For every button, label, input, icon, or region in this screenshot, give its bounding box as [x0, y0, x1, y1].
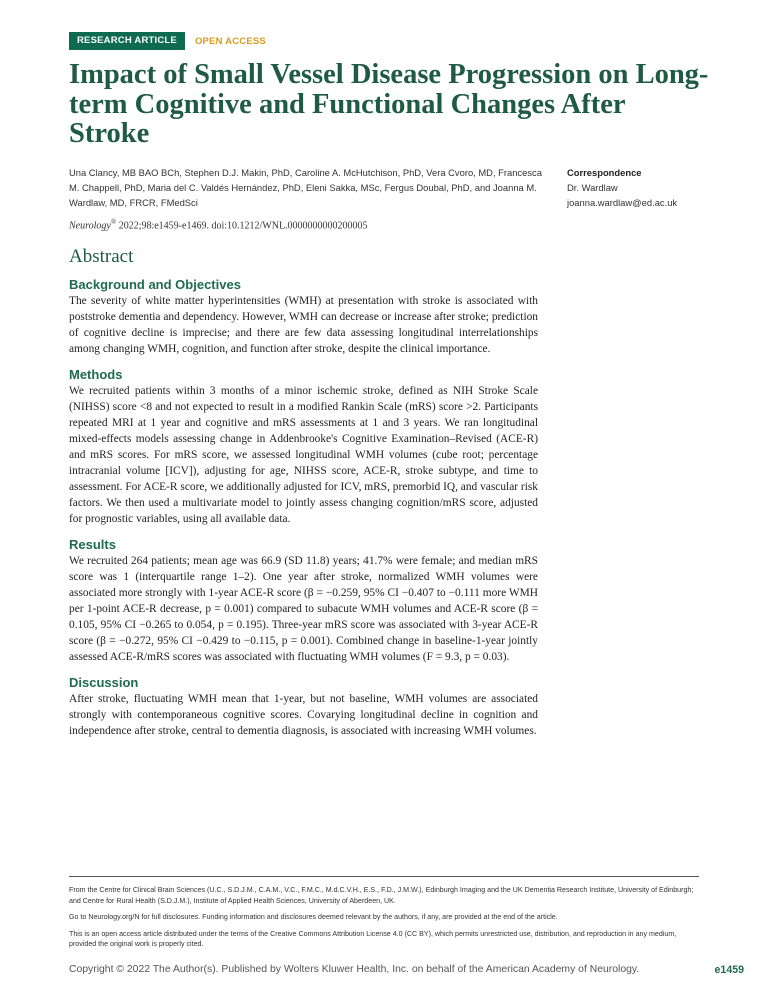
discussion-heading: Discussion — [69, 675, 139, 690]
copyright-text: Copyright © 2022 The Author(s). Published by Wolters Kluwer Health, Inc. on behalf of the American Academy of Neurology. — [69, 964, 640, 975]
disclosures-note: Go to Neurology.org/N for full disclosures. Funding information and disclosures deemed relevant by the authors, if any, are provided at the end of the article. — [69, 913, 558, 921]
correspondence-block — [567, 165, 717, 210]
abstract-body — [69, 276, 538, 748]
journal-name: Neurology — [69, 220, 111, 232]
registered-mark: ® — [110, 218, 117, 226]
methods-heading: Methods — [69, 367, 123, 382]
correspondence-heading: Correspondence — [567, 167, 642, 178]
page-number: e1459 — [714, 964, 744, 976]
citation-details: 2022;98:e1459-e1469. doi:10.1212/WNL.0000000000200005 — [116, 220, 368, 232]
background-text: The severity of white matter hyperintensities (WMH) at presentation with stroke is associated with poststroke dementia and dependency. However, WMH can decrease or increase after stroke; prediction of cognitive decline is imprecise; and there are few data assessing longitudinal interrelationships among changing WMH, cognition, and function after stroke, despite the clinical importance. — [69, 295, 538, 355]
article-type-badge: RESEARCH ARTICLE — [69, 32, 185, 50]
article-title: Impact of Small Vessel Disease Progression on Long-term Cognitive and Functional Changes After Stroke — [69, 59, 709, 149]
author-list: Una Clancy, MB BAO BCh, Stephen D.J. Makin, PhD, Caroline A. McHutchison, PhD, Vera Cvoro, MD, Francesca M. Chappell, PhD, Maria del C. Valdés Hernández, PhD, Eleni Sakka, MSc, Fergus Doubal, PhD, and Joanna M. Wardlaw, MD, FRCR, FMedSci — [69, 167, 542, 208]
abstract-heading: Abstract — [69, 246, 134, 267]
affiliations-note: From the Centre for Clinical Brain Sciences (U.C., S.D.J.M., C.A.M., V.C., F.M.C., M.d.C.V.H., E.S., F.D., J.M.W.), Edinburgh Imaging and the UK Dementia Research Institute, University of Edinburgh; and Centre for Rural Health (S.D.J.M.), Institute of Applied Health Sciences, University of Aberdeen, UK. — [69, 886, 694, 905]
methods-text: We recruited patients within 3 months of a minor ischemic stroke, defined as NIH Stroke Scale (NIHSS) score <8 and not expected to result in a modified Rankin Scale (mRS) score >2. Participants repeated MRI at 1 year and cognitive and mRS assessments at 1 and 3 years. We ran longitudinal mixed-effects models assessing change in Addenbrooke's Cognitive Examination–Revised (ACE-R) and mRS scores. For mRS score, we assessed longitudinal WMH volumes (cube root; percentage intracranial volume [ICV]), adjusting for age, NIHSS score, ACE-R, stroke subtype, and time to assessment. For ACE-R score, we additionally adjusted for ICV, mRS, premorbid IQ, and vascular risk factors. We then used a multivariate model to jointly assess changing cognition/mRS score, adjusted for prognostic variables, using all available data. — [69, 385, 538, 525]
discussion-text: After stroke, fluctuating WMH mean that 1-year, but not baseline, WMH volumes are associated strongly with contemporaneous cognitive scores. Covarying longitudinal decline in cognition and independence after stroke, central to dementia diagnosis, is associated with increasing WMH volumes. — [69, 693, 538, 737]
article-tags — [69, 32, 266, 50]
page-footer — [69, 962, 744, 978]
correspondence-name: Dr. Wardlaw — [567, 182, 618, 193]
open-access-label: OPEN ACCESS — [194, 35, 266, 47]
results-text: We recruited 264 patients; mean age was 66.9 (SD 11.8) years; 41.7% were female; and median mRS score was 1 (interquartile range 1–2). One year after stroke, normalized WMH volumes were associated more strongly with 1-year ACE-R score (β = −0.259, 95% CI −0.407 to −0.111 more WMH per 1-point ACE-R decrease, p = 0.001) compared to subacute WMH volumes and ACE-R score (β = 0.105, 95% CI −0.265 to 0.054, p = 0.195). Three-year mRS score was associated with 3-year ACE-R score (β = −0.272, 95% CI −0.429 to −0.115, p = 0.001). Combined change in baseline-1-year jointly assessed ACE-R/mRS scores was associated with fluctuating WMH volumes (F = 9.3, p = 0.03). — [69, 555, 538, 663]
footnotes — [69, 876, 699, 956]
background-heading: Background and Objectives — [69, 277, 241, 292]
correspondence-email[interactable]: joanna.wardlaw@ed.ac.uk — [567, 197, 678, 208]
license-note: This is an open access article distributed under the terms of the Creative Commons Attribution License 4.0 (CC BY), which permits unrestricted use, distribution, and reproduction in any medium, provided the original work is properly cited. — [69, 929, 677, 948]
citation-line — [69, 215, 545, 233]
results-heading: Results — [69, 537, 116, 552]
